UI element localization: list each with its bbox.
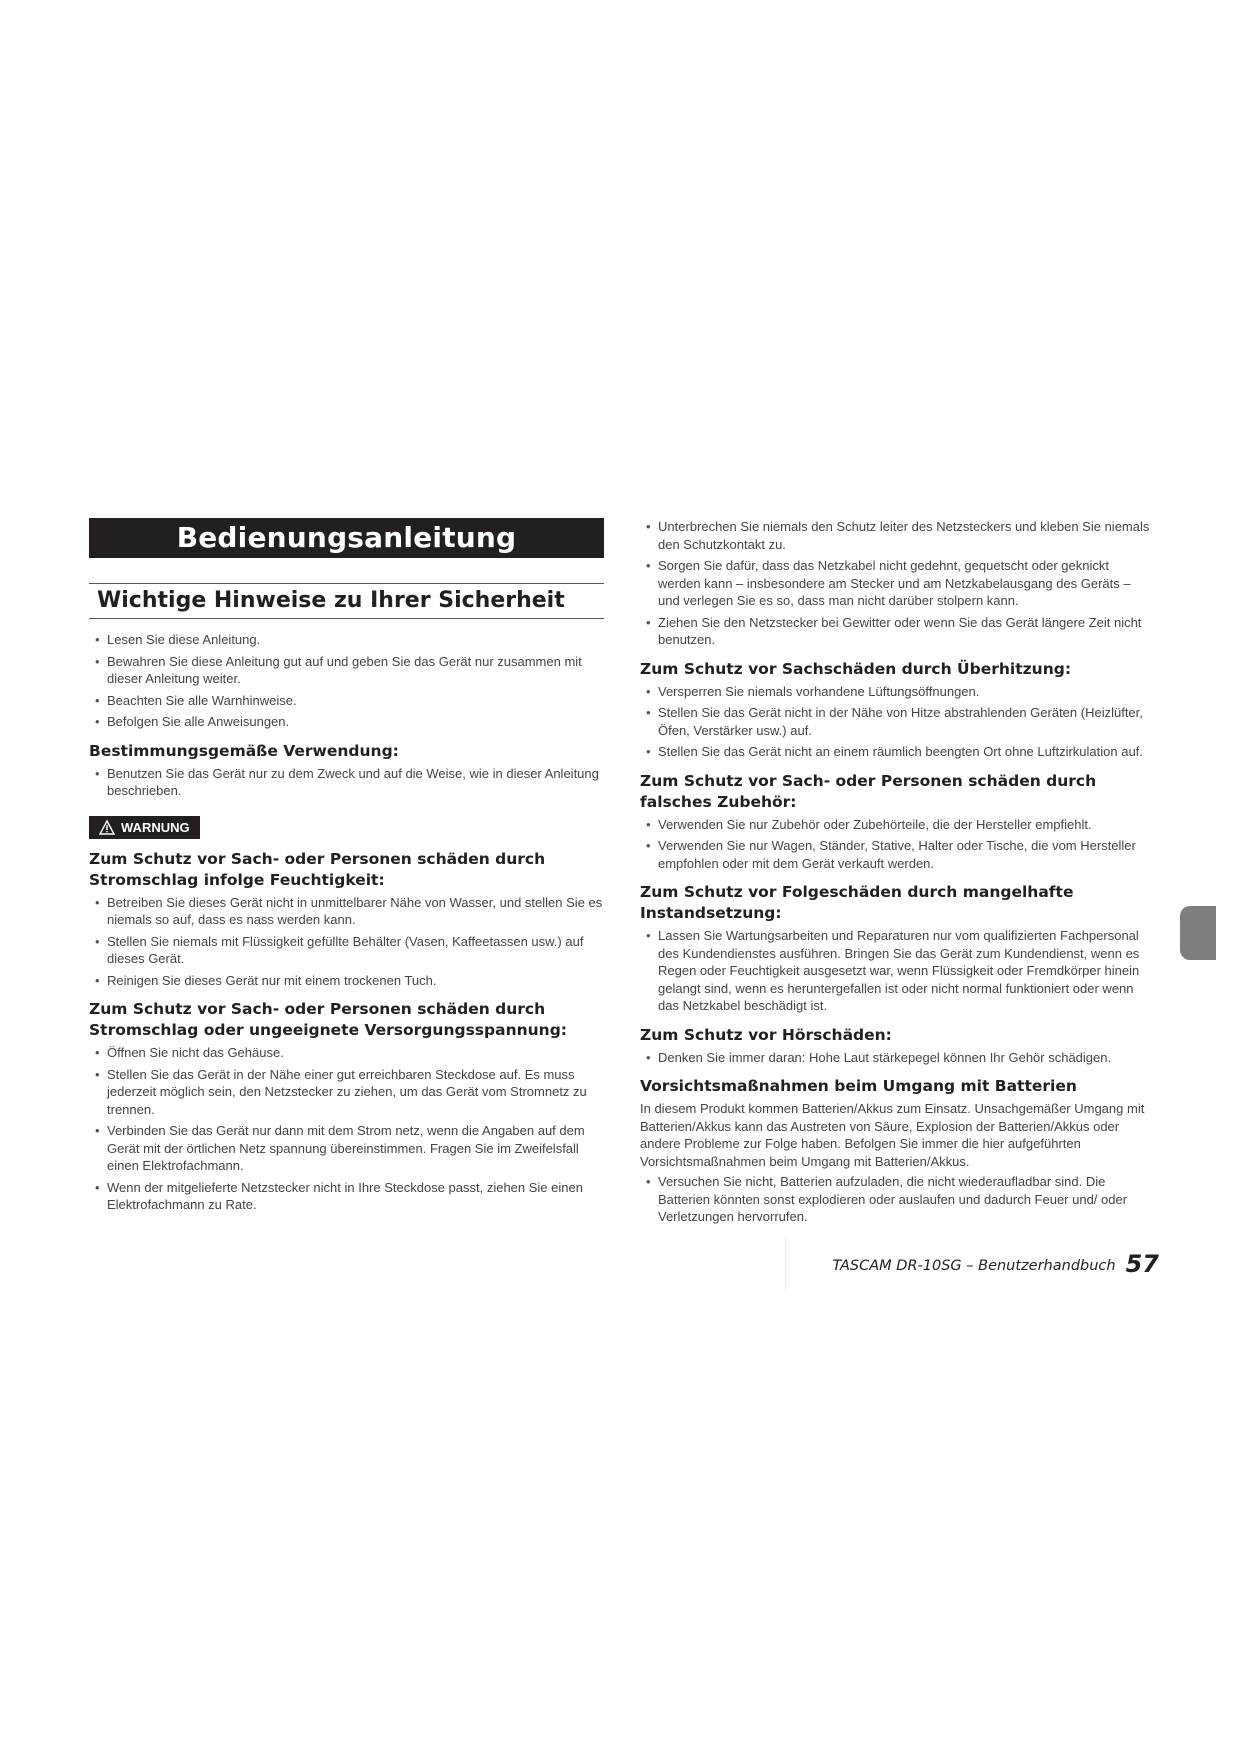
usage-list	[89, 765, 604, 800]
page-number: 57	[1125, 1250, 1159, 1278]
shock-list	[89, 894, 604, 990]
battery-paragraph: In diesem Produkt kommen Batterien/Akkus zum Einsatz. Unsachgemäßer Umgang mit Batterien/Akkus kann das Austreten von Säure, Explosion der Batterien/Akkus oder andere Probleme zur Folge haben. Befolgen Sie immer die hier aufgeführten Vorsichtsmaßnahmen beim Umgang mit Batterien/Akkus.	[640, 1101, 1145, 1169]
battery-list	[640, 1173, 1155, 1226]
voltage-list	[89, 1044, 604, 1214]
list-item: • Lassen Sie Wartungsarbeiten und Reparaturen nur vom qualifizierten Fachpersonal des Kundendienstes ausführen. Bringen Sie das Gerät zum Kundendienst, wenn es Regen oder Feuchtigkeit ausgesetzt war, wenn Flüssigkeit oder Fremdkörper hinein gelangt sind, wenn es heruntergefallen ist oder nicht normal funktioniert oder wenn das Netzkabel beschädigt ist.	[640, 927, 1155, 1015]
intro-list	[89, 631, 604, 731]
list-item: • Stellen Sie das Gerät nicht an einem räumlich beengten Ort ohne Luftzirkulation auf.	[640, 743, 1155, 761]
right-column	[640, 518, 1155, 1230]
heading-shock-voltage: Zum Schutz vor Sach- oder Personen schäden durch Stromschlag oder ungeeignete Versorgungsspannung:	[89, 1000, 568, 1039]
column-divider	[785, 1236, 786, 1291]
grounding-list	[640, 518, 1155, 649]
page-title: Bedienungsanleitung	[89, 518, 604, 558]
hearing-list	[640, 1049, 1155, 1067]
list-item: • Unterbrechen Sie niemals den Schutz leiter des Netzsteckers und kleben Sie niemals den Schutzkontakt zu.	[640, 518, 1155, 553]
list-item: • Reinigen Sie dieses Gerät nur mit einem trockenen Tuch.	[89, 972, 604, 990]
list-item: • Stellen Sie das Gerät nicht in der Nähe von Hitze abstrahlenden Geräten (Heizlüfter, Öfen, Verstärker usw.) auf.	[640, 704, 1155, 739]
list-item: • Versperren Sie niemals vorhandene Lüftungsöffnungen.	[640, 683, 1155, 701]
heading-batteries: Vorsichtsmaßnahmen beim Umgang mit Batterien	[640, 1077, 1077, 1095]
list-item: • Bewahren Sie diese Anleitung gut auf und geben Sie das Gerät nur zusammen mit dieser Anleitung weiter.	[89, 653, 604, 688]
manual-title: TASCAM DR-10SG – Benutzerhandbuch	[832, 1258, 1116, 1274]
heat-list	[640, 683, 1155, 761]
list-item: • Betreiben Sie dieses Gerät nicht in unmittelbarer Nähe von Wasser, und stellen Sie es niemals so auf, dass es nass werden kann.	[89, 894, 604, 929]
heading-shock-moisture: Zum Schutz vor Sach- oder Personen schäden durch Stromschlag infolge Feuchtigkeit:	[89, 849, 546, 889]
list-item: • Lesen Sie diese Anleitung.	[89, 631, 604, 649]
list-item: • Wenn der mitgelieferte Netzstecker nicht in Ihre Steckdose passt, ziehen Sie einen Elektrofachmann zu Rate.	[89, 1179, 604, 1214]
warning-badge	[89, 816, 200, 839]
list-item: • Stellen Sie das Gerät in der Nähe einer gut erreichbaren Steckdose auf. Es muss jederzeit möglich sein, den Netzstecker zu ziehen, um das Gerät vom Stromnetz zu trennen.	[89, 1066, 604, 1119]
list-item: • Sorgen Sie dafür, dass das Netzkabel nicht gedehnt, gequetscht oder geknickt werden kann – insbesondere am Stecker und am Netzkabelausgang des Geräts – und verlegen Sie es so, dass man nicht darüber stolpern kann.	[640, 557, 1155, 610]
section-heading-safety: Wichtige Hinweise zu Ihrer Sicherheit	[89, 583, 604, 619]
list-item: • Ziehen Sie den Netzstecker bei Gewitter oder wenn Sie das Gerät längere Zeit nicht benutzen.	[640, 614, 1155, 649]
accessory-list	[640, 816, 1155, 873]
left-column	[89, 518, 604, 1218]
list-item: • Benutzen Sie das Gerät nur zu dem Zweck und auf die Weise, wie in dieser Anleitung beschrieben.	[89, 765, 604, 800]
service-list	[640, 927, 1155, 1015]
warning-label: WARNUNG	[121, 819, 190, 835]
list-item: • Befolgen Sie alle Anweisungen.	[89, 713, 604, 731]
list-item: • Verwenden Sie nur Wagen, Ständer, Stative, Halter oder Tische, die vom Hersteller empfohlen oder mit dem Gerät verkauft werden.	[640, 837, 1155, 872]
warning-triangle-icon	[99, 820, 115, 835]
list-item: • Stellen Sie niemals mit Flüssigkeit gefüllte Behälter (Vasen, Kaffeetassen usw.) auf dieses Gerät.	[89, 933, 604, 968]
heading-accessories: Zum Schutz vor Sach- oder Personen schäden durch falsches Zubehör:	[640, 771, 1097, 811]
thumb-index-tab	[1180, 906, 1216, 960]
heading-overheating: Zum Schutz vor Sachschäden durch Überhitzung:	[640, 659, 1072, 678]
heading-service: Zum Schutz vor Folgeschäden durch mangelhafte Instandsetzung:	[640, 883, 1074, 922]
list-item: • Denken Sie immer daran: Hohe Laut stärkepegel können Ihr Gehör schädigen.	[640, 1049, 1155, 1067]
list-item: • Versuchen Sie nicht, Batterien aufzuladen, die nicht wiederaufladbar sind. Die Batterien könnten sonst explodieren oder auslaufen und dadurch Feuer und/ oder Verletzungen hervorrufen.	[640, 1173, 1155, 1226]
list-item: • Verwenden Sie nur Zubehör oder Zubehörteile, die der Hersteller empfiehlt.	[640, 816, 1155, 834]
page-footer	[832, 1250, 1159, 1278]
list-item: • Öffnen Sie nicht das Gehäuse.	[89, 1044, 604, 1062]
list-item: • Verbinden Sie das Gerät nur dann mit dem Strom netz, wenn die Angaben auf dem Gerät mit der örtlichen Netz spannung übereinstimmen. Fragen Sie im Zweifelsfall einen Elektrofachmann.	[89, 1122, 604, 1175]
list-item: • Beachten Sie alle Warnhinweise.	[89, 692, 604, 710]
heading-usage: Bestimmungsgemäße Verwendung:	[89, 741, 399, 760]
heading-hearing: Zum Schutz vor Hörschäden:	[640, 1025, 892, 1044]
